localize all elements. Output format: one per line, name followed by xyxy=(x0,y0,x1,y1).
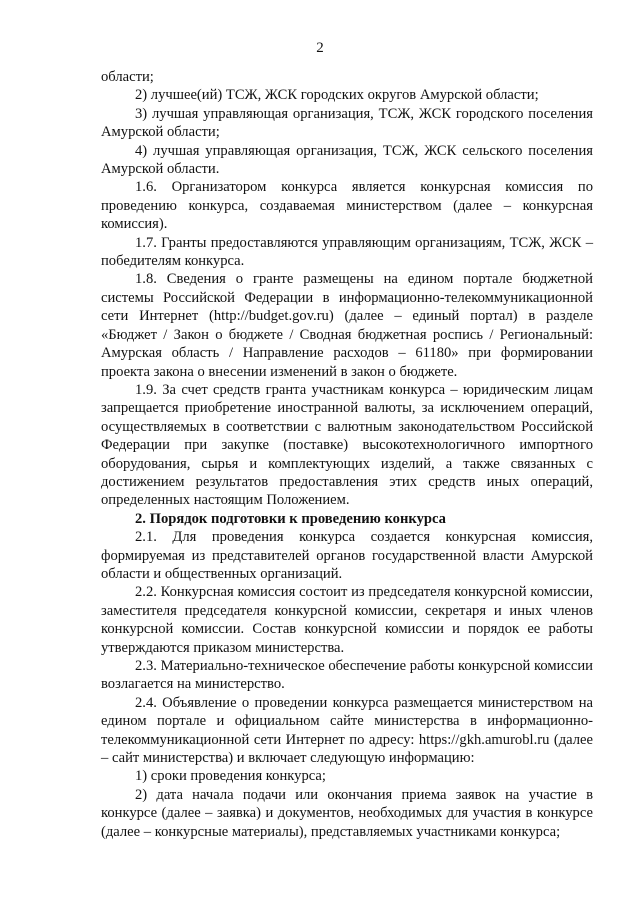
paragraph: области; xyxy=(101,69,154,85)
paragraph: 2) лучшее(ий) ТСЖ, ЖСК городских округов Амурской области; xyxy=(135,87,539,104)
paragraph: 2.1. Для проведения конкурса создается конкурсная комиссия, формируемая из представителей органов государственной власти Амурской области и общественных организаций. xyxy=(101,529,593,582)
page-number: 2 xyxy=(316,40,324,56)
paragraph: 2.4. Объявление о проведении конкурса размещается министерством на едином портале и официальном сайте министерства в информационно-телекоммуникационной сети Интернет по адресу: https://gkh.amurobl.ru (далее – сайт министерства) и включает следующую информацию: xyxy=(101,694,593,767)
paragraph: 1) сроки проведения конкурса; xyxy=(135,768,326,785)
paragraph: 2) дата начала подачи или окончания приема заявок на участие в конкурсе (далее – заявка) и документов, необходимых для участия в конкурсе (далее – конкурсные материалы), представляемых участниками конкурса; xyxy=(101,786,593,840)
paragraph: 2.2. Конкурсная комиссия состоит из председателя конкурсной комиссии, заместителя председателя конкурсной комиссии, секретаря и иных членов конкурсной комиссии. Состав конкурсной комиссии и порядок ее работы утверждаются приказом министерства. xyxy=(101,584,593,656)
document-body xyxy=(101,68,593,841)
paragraph: 1.6. Организатором конкурса является конкурсная комиссия по проведению конкурса, создаваемая министерством (далее – конкурсная комиссия). xyxy=(101,179,593,233)
paragraph: 3) лучшая управляющая организация, ТСЖ, ЖСК городского поселения Амурской области; xyxy=(101,105,593,141)
paragraph: 1.7. Гранты предоставляются управляющим организациям, ТСЖ, ЖСК – победителям конкурса. xyxy=(101,234,593,270)
paragraph: 1.8. Сведения о гранте размещены на едином портале бюджетной системы Российской Федерации в информационно-телекоммуникационной сети Интернет (http://budget.gov.ru) (далее – единый портал) в разделе «Бюджет / Закон о бюджете / Сводная бюджетная роспись / Региональный: Амурская область / Направление расходов – 61180» при формировании проекта закона о внесении изменений в закон о бюджете. xyxy=(101,271,593,380)
paragraph: 1.9. За счет средств гранта участникам конкурса – юридическим лицам запрещается приобретение иностранной валюты, за исключением операций, осуществляемых в соответствии с валютным законодательством Российской Федерации при закупке (поставке) высокотехнологичного импортного оборудования, сырья и комплектующих изделий, а также связанных с достижением результатов предоставления этих средств иных операций, определенных настоящим Положением. xyxy=(101,381,593,509)
section-heading: 2. Порядок подготовки к проведению конкурса xyxy=(135,510,446,527)
paragraph: 4) лучшая управляющая организация, ТСЖ, ЖСК сельского поселения Амурской области. xyxy=(101,142,593,178)
paragraph: 2.3. Материально-техническое обеспечение работы конкурсной комиссии возлагается на министерство. xyxy=(101,658,593,693)
